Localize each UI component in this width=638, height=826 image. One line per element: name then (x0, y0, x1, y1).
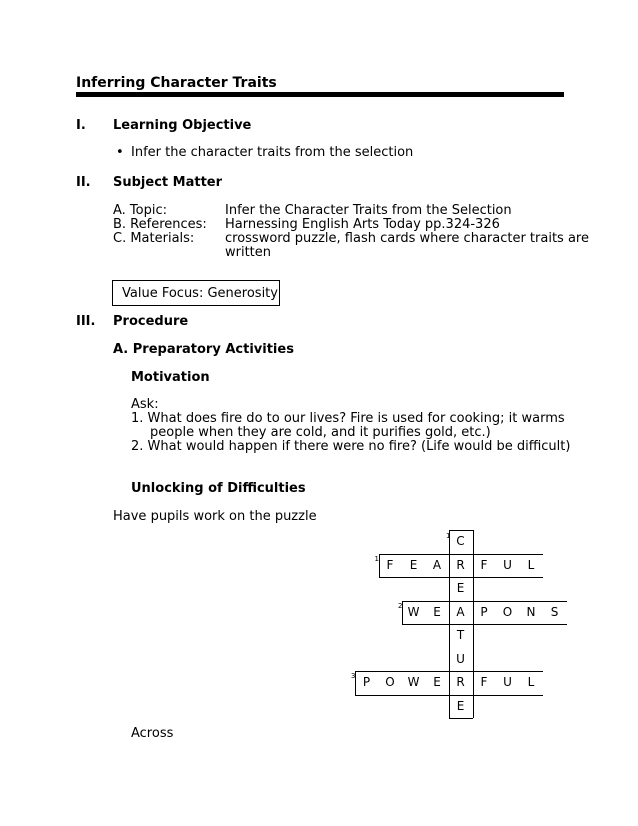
ask-label: Ask: (131, 397, 159, 412)
puzzle-instruction: Have pupils work on the puzzle (113, 509, 317, 524)
crossword-cell-across: L (527, 557, 535, 572)
crossword-cell-across: O (385, 675, 395, 689)
question-1-cont: people when they are cold, and it purifies gold, etc.) (150, 425, 491, 440)
crossword-cell-down: E (456, 698, 465, 713)
crossword-cell-across: W (407, 675, 420, 689)
crossword-cell-across: S (550, 604, 559, 619)
grid-line (402, 624, 567, 625)
objective-text: Infer the character traits from the selection (131, 145, 414, 160)
motivation-heading: Motivation (131, 370, 210, 385)
section-1-heading: Learning Objective (113, 118, 252, 133)
section-1-number: I. (76, 118, 86, 133)
grid-line (449, 530, 473, 531)
references-value: Harnessing English Arts Today pp.324-326 (225, 217, 500, 232)
preparatory-heading: A. Preparatory Activities (113, 342, 294, 357)
crossword-cell-across: F (480, 675, 488, 689)
topic-value: Infer the Character Traits from the Selection (225, 203, 512, 218)
clue-number: 1 (374, 554, 379, 563)
grid-line (379, 577, 544, 578)
grid-line (379, 554, 544, 555)
crossword-cell-down: E (456, 581, 465, 595)
materials-label: C. Materials: (113, 231, 195, 246)
crossword-cell-across: F (480, 557, 488, 572)
crossword-cell-across: P (480, 604, 488, 619)
unlocking-heading: Unlocking of Difficulties (131, 481, 306, 496)
materials-value: crossword puzzle, flash cards where character traits are (225, 231, 589, 246)
grid-line (402, 601, 567, 602)
topic-label: A. Topic: (113, 203, 168, 218)
crossword-cell-down: A (456, 604, 465, 619)
crossword-cell-down: R (456, 675, 465, 689)
clue-number: 3 (351, 672, 356, 680)
section-2-heading: Subject Matter (113, 175, 223, 190)
grid-line (355, 695, 543, 696)
clue-number: 1 (446, 532, 451, 540)
grid-line (449, 718, 473, 719)
crossword-cell-down: R (456, 557, 465, 572)
crossword-cell-across: U (503, 557, 512, 572)
crossword-cell-across: W (407, 604, 420, 619)
question-2: 2. What would happen if there were no fire? (Life would be difficult) (131, 439, 571, 454)
materials-value-line2: written (225, 245, 272, 260)
crossword-cell-across: O (502, 604, 513, 619)
crossword-cell-across: P (362, 675, 371, 689)
grid-line (355, 671, 543, 672)
crossword-cell-across: L (527, 675, 535, 689)
page-title: Inferring Character Traits (76, 75, 277, 91)
across-heading: Across (131, 726, 174, 741)
section-2-number: II. (76, 175, 91, 190)
section-3-heading: Procedure (113, 314, 189, 329)
crossword-cell-down: C (456, 534, 465, 548)
section-3-number: III. (76, 314, 96, 329)
references-label: B. References: (113, 217, 207, 232)
bullet-dot: • (116, 145, 124, 160)
crossword-cell-across: A (432, 557, 442, 572)
crossword-cell-across: E (409, 557, 418, 572)
crossword-cell-across: E (433, 604, 441, 619)
crossword-cell-across: F (386, 557, 394, 572)
crossword-cell-down: T (456, 628, 465, 642)
value-focus-text: Value Focus: Generosity (122, 286, 278, 301)
crossword-cell-across: U (503, 675, 512, 689)
question-1: 1. What does fire do to our lives? Fire is used for cooking; it warms (131, 411, 565, 426)
crossword-cell-across: E (433, 675, 441, 689)
clue-number: 2 (398, 601, 403, 610)
crossword-cell-down: U (456, 651, 465, 666)
crossword-cell-across: N (526, 604, 536, 619)
